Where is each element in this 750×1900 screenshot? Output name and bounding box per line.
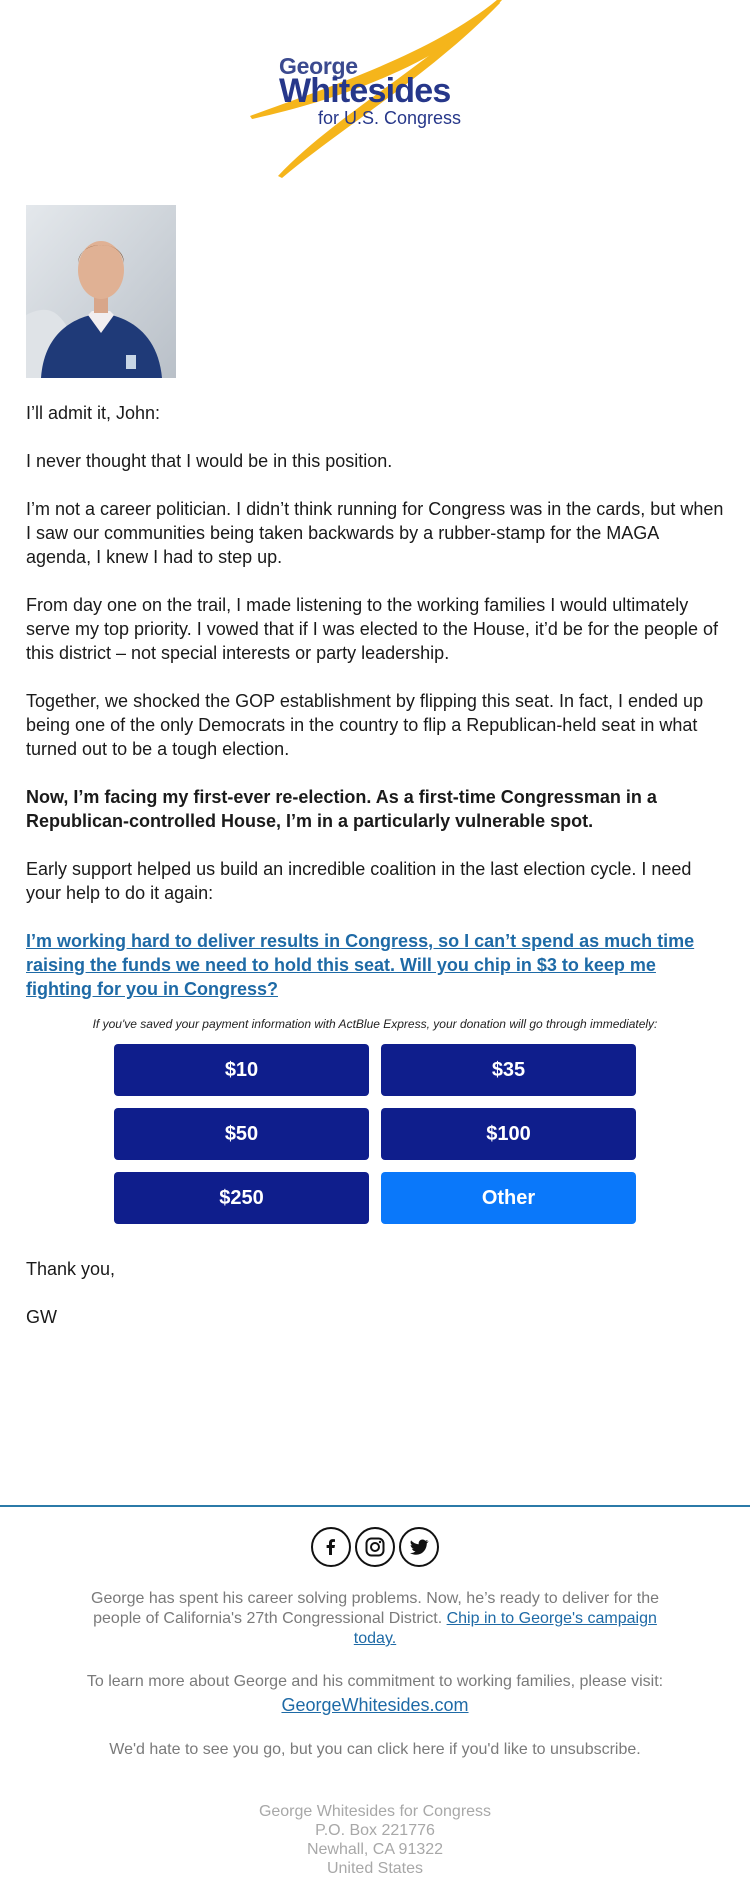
donate-50-button[interactable]: $50 (114, 1108, 369, 1160)
address-line-1: George Whitesides for Congress (258, 1803, 492, 1820)
donate-10-button[interactable]: $10 (114, 1044, 369, 1096)
paragraph-3: From day one on the trail, I made listening to the working families I would ultimately serve my top priority. I vowed that if I was elected to the House, it’d be for the people of this district – not special interests or party leadership. (26, 595, 719, 663)
footer-learn-more (80, 1672, 670, 1718)
address-line-3: Newhall, CA 91322 (306, 1841, 444, 1858)
logo-last-name: Whitesides (279, 72, 451, 110)
footer-about (80, 1589, 670, 1649)
donate-other-button[interactable]: Other (381, 1172, 636, 1224)
paragraph-4: Together, we shocked the GOP establishment by flipping this seat. In fact, I ended up being one of the only Democrats in the country to flip a Republican-held seat in what turned out to be a tough election. (26, 691, 704, 759)
paragraph-1: I never thought that I would be in this position. (26, 451, 393, 471)
footer-about-text: George has spent his career solving problems. Now, he’s ready to deliver for the people of California's 27th Congressional District. (91, 1590, 659, 1627)
candidate-photo (26, 205, 176, 378)
footer-chip-in-link[interactable]: Chip in to George's campaign today. (353, 1610, 657, 1647)
signature: GW (26, 1307, 57, 1327)
campaign-logo (0, 0, 750, 180)
address-line-2: P.O. Box 221776 (315, 1822, 435, 1839)
footer-website-link[interactable]: GeorgeWhitesides.com (281, 1695, 469, 1715)
signoff: Thank you, (26, 1259, 116, 1279)
donate-35-button[interactable]: $35 (381, 1044, 636, 1096)
twitter-icon[interactable] (399, 1527, 439, 1567)
address-line-4: United States (326, 1860, 424, 1877)
instagram-icon[interactable] (355, 1527, 395, 1567)
paragraph-6: Early support helped us build an incredible coalition in the last election cycle. I need your help to do it again: (26, 859, 692, 903)
paragraph-2: I’m not a career politician. I didn’t think running for Congress was in the cards, but when I saw our communities being taken backwards by a rubber-stamp for the MAGA agenda, I knew I had to step up. (26, 499, 724, 567)
actblue-note: If you've saved your payment information with ActBlue Express, your donation will go through immediately: (92, 1017, 658, 1031)
facebook-icon[interactable] (311, 1527, 351, 1567)
footer-learn-text: To learn more about George and his commitment to working families, please visit: (86, 1673, 664, 1690)
donate-250-button[interactable]: $250 (114, 1172, 369, 1224)
footer-unsubscribe[interactable]: We'd hate to see you go, but you can click here if you'd like to unsubscribe. (109, 1741, 641, 1758)
greeting: I’ll admit it, John: (26, 403, 161, 423)
cta-donate-link[interactable]: I’m working hard to deliver results in Congress, so I can’t spend as much time raising the funds we need to hold this seat. Will you chip in $3 to keep me fighting for you in Congress? (26, 931, 695, 999)
logo-first-name: George (279, 53, 358, 79)
cta-paragraph (26, 929, 726, 1001)
logo-tagline: for U.S. Congress (318, 108, 462, 128)
paragraph-5-bold: Now, I’m facing my first-ever re-election. As a first-time Congressman in a Republican-controlled House, I’m in a particularly vulnerable spot. (26, 787, 657, 831)
donate-100-button[interactable]: $100 (381, 1108, 636, 1160)
footer-divider (0, 1505, 750, 1507)
